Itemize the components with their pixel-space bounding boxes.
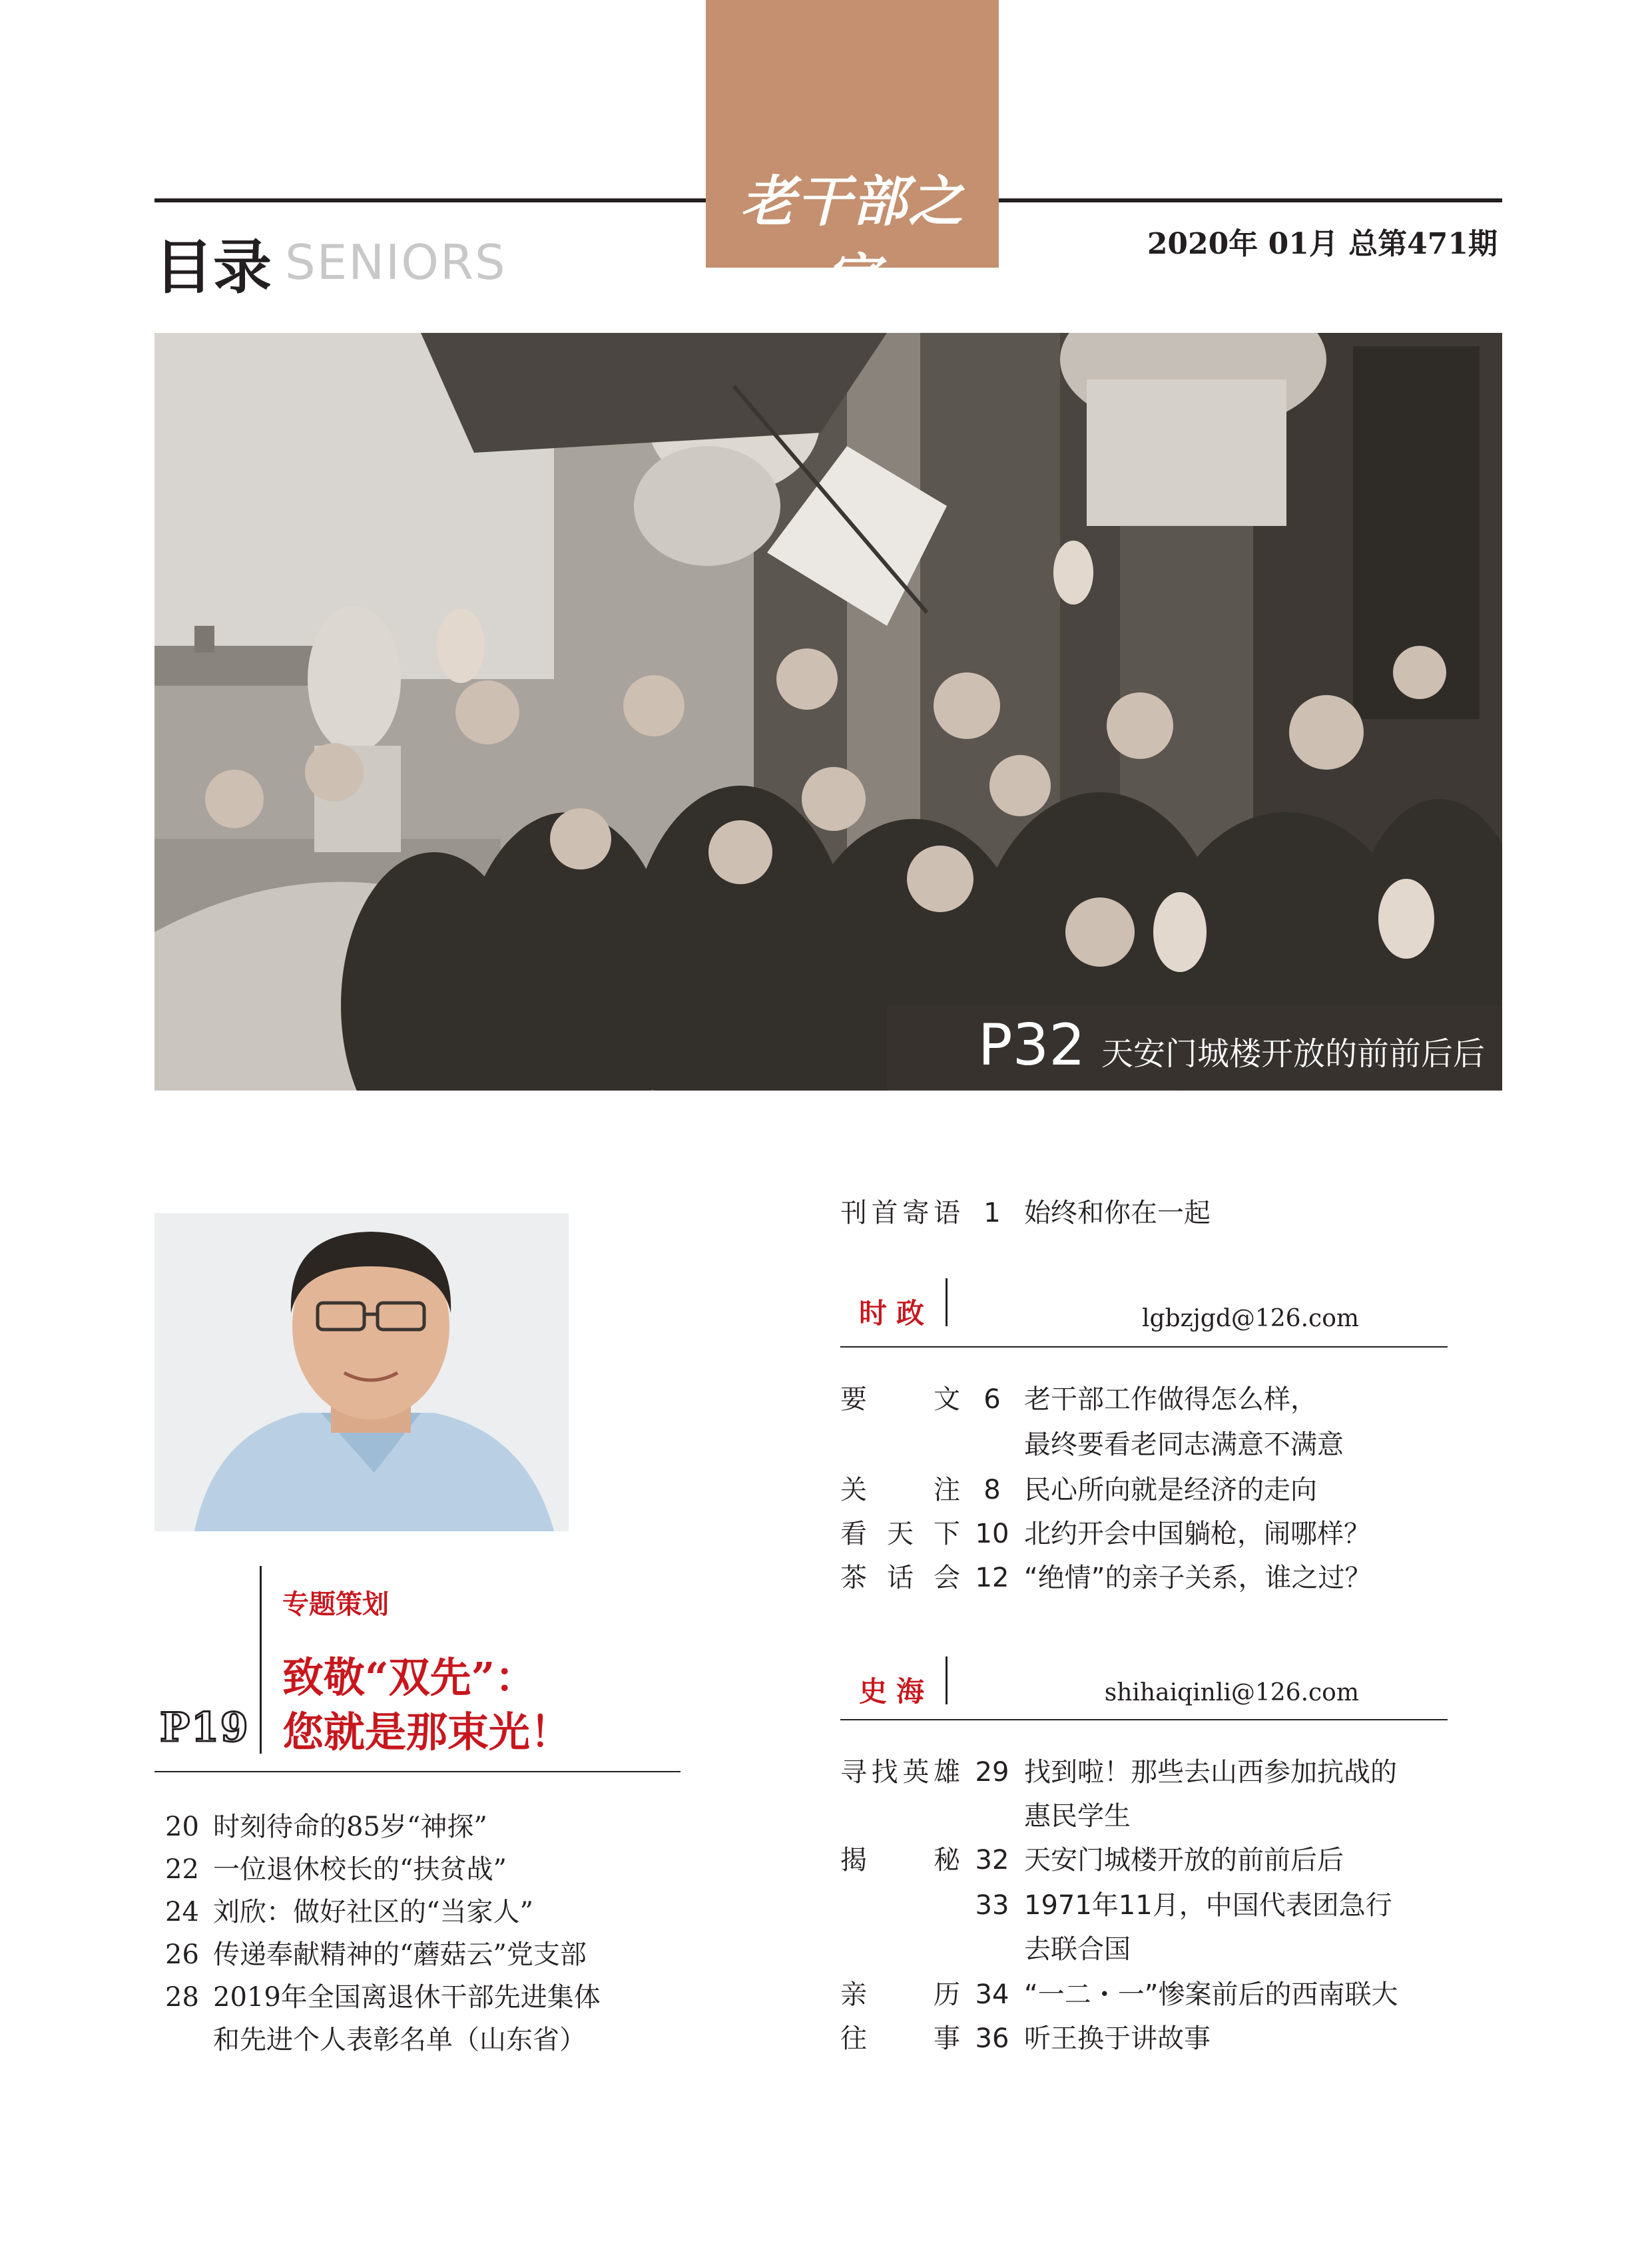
feature-title-line2[interactable]: 您就是那束光！ [282, 1708, 572, 1756]
article-title: 民心所向就是经济的走向 [1024, 1475, 1317, 1505]
article-title: 传递奉献精神的“蘑菇云”党支部 [213, 1939, 587, 1970]
section-title-shihai: 史海 [859, 1675, 934, 1708]
list-item[interactable] [165, 1806, 698, 1848]
section-category: 揭秘 [840, 1845, 960, 1875]
article-title: 听王换于讲故事 [1024, 2023, 1211, 2054]
page-number: 20 [165, 1812, 199, 1842]
hero-caption[interactable] [978, 1012, 1485, 1079]
list-item[interactable] [165, 1891, 698, 1933]
section-category: 亲历 [840, 1979, 960, 2010]
page-number: 33 [975, 1890, 1009, 1921]
list-item[interactable] [165, 2019, 698, 2061]
article-title-continued[interactable]: 惠民学生 [1024, 1801, 1131, 1832]
page-number: 8 [983, 1475, 1001, 1505]
portrait-image [154, 1213, 569, 1531]
hero-page-number: P32 [977, 1012, 1085, 1079]
page-number: 36 [975, 2023, 1009, 2054]
article-title: 时刻待命的85岁“神探” [213, 1812, 487, 1842]
contents-subtitle: SENIORS [285, 234, 507, 290]
article-title-continued[interactable]: 去联合国 [1024, 1934, 1131, 1965]
article-title-continued[interactable]: 最终要看老同志满意不满意 [1024, 1429, 1344, 1460]
page-number: 34 [975, 1979, 1009, 2010]
feature-title-line1[interactable]: 致敬“双先”： [282, 1653, 537, 1702]
section-email[interactable]: lgbzjgd@126.com [1142, 1305, 1359, 1332]
list-item[interactable] [165, 1848, 698, 1891]
toc-row[interactable] [840, 1751, 1397, 1789]
toc-row[interactable] [840, 1557, 1371, 1595]
article-title: 找到啦！那些去山西参加抗战的 [1024, 1757, 1397, 1788]
section-email[interactable]: shihaiqinli@126.com [1104, 1679, 1359, 1706]
page-number [165, 2019, 213, 2061]
magazine-logo: 老干部之家 [740, 170, 964, 312]
section-title-shizheng: 时政 [859, 1297, 934, 1330]
article-title: 一位退休校长的“扶贫战” [213, 1854, 507, 1885]
toc-row-opening[interactable] [840, 1192, 1211, 1230]
toc-row[interactable] [840, 1884, 1392, 1922]
section-category: 寻找英雄 [840, 1757, 960, 1788]
page-number: 10 [975, 1519, 1009, 1549]
contents-title: 目录 [154, 233, 272, 302]
article-title: 老干部工作做得怎么样， [1024, 1384, 1317, 1415]
article-title: 2019年全国离退休干部先进集体 [213, 1982, 601, 2013]
hero-photo[interactable] [154, 333, 1502, 1091]
feature-rule [154, 1771, 681, 1772]
article-title: 始终和你在一起 [1024, 1198, 1211, 1228]
section-category: 关注 [840, 1475, 960, 1505]
toc-row[interactable] [840, 1839, 1344, 1877]
list-item[interactable] [165, 1976, 698, 2019]
article-title: 和先进个人表彰名单（山东省） [213, 2025, 586, 2055]
page-number: 1 [983, 1198, 1001, 1228]
section-category: 刊首寄语 [840, 1198, 960, 1228]
page-number: 6 [983, 1384, 1001, 1415]
page-number: 32 [975, 1845, 1009, 1875]
section-divider [946, 1656, 948, 1704]
toc-row[interactable] [840, 1513, 1370, 1551]
section-rule [840, 1346, 1448, 1348]
toc-row[interactable] [840, 1378, 1317, 1416]
section-category: 看天下 [840, 1519, 960, 1549]
article-title: “一二・一”惨案前后的西南联大 [1024, 1979, 1398, 2010]
section-category: 往事 [840, 2023, 960, 2054]
hero-photo-image [154, 333, 1502, 1091]
page-number: 29 [975, 1757, 1009, 1788]
page-number: 28 [165, 1982, 199, 2013]
hero-title: 天安门城楼开放的前前后后 [1101, 1035, 1485, 1073]
list-item[interactable] [165, 1933, 698, 1976]
section-divider [946, 1278, 948, 1326]
page-number: 22 [165, 1854, 199, 1885]
article-title: 1971年11月，中国代表团急行 [1024, 1890, 1392, 1921]
page-number: 12 [975, 1563, 1009, 1593]
section-category: 茶话会 [840, 1563, 960, 1593]
article-title: 北约开会中国躺枪，闹哪样？ [1024, 1519, 1370, 1549]
feature-article-list [165, 1806, 698, 2061]
toc-row[interactable] [840, 1469, 1317, 1507]
page-number: 24 [165, 1897, 199, 1927]
article-title: 刘欣：做好社区的“当家人” [213, 1897, 533, 1927]
toc-row[interactable] [840, 1973, 1398, 2011]
section-rule [840, 1719, 1448, 1720]
article-title: “绝情”的亲子关系，谁之过？ [1024, 1563, 1372, 1593]
feature-label: 专题策划 [282, 1589, 389, 1620]
portrait-photo [154, 1213, 569, 1531]
issue-info: 2020年 01月 总第471期 [1147, 227, 1498, 261]
page-number: 26 [165, 1939, 199, 1970]
toc-row[interactable] [840, 2017, 1211, 2055]
section-category: 要文 [840, 1384, 960, 1415]
article-title: 天安门城楼开放的前前后后 [1024, 1845, 1344, 1875]
feature-page-number: P19 [160, 1704, 250, 1751]
feature-divider [260, 1566, 262, 1754]
